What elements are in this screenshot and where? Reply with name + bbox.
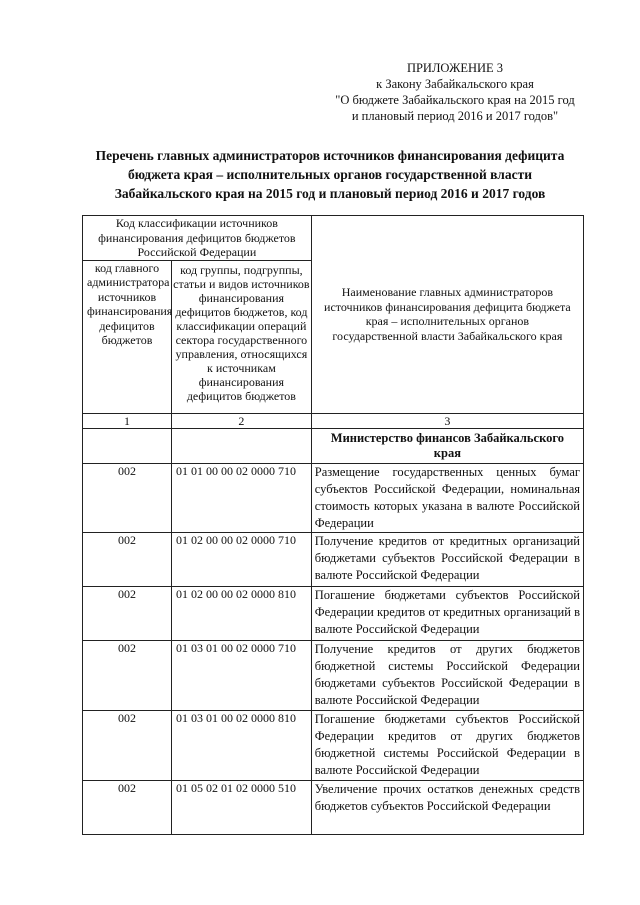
source-name: Погашение бюджетами субъектов Российской Федерации кредитов от других бюджетов бюджетной системы Российской Федерации в валюте Российской Федерации (311, 710, 583, 780)
admin-code: 002 (83, 532, 172, 586)
source-code: 01 01 00 00 02 0000 710 (172, 463, 312, 532)
table-header-row (83, 216, 584, 261)
source-code: 01 02 00 00 02 0000 810 (172, 586, 312, 640)
admin-code: 002 (83, 780, 172, 834)
ministry-row (83, 428, 584, 463)
admin-code: 002 (83, 710, 172, 780)
source-name: Размещение государственных ценных бумаг субъектов Российской Федерации, номинальная стоимость которых указана в валюте Российской Федерации (311, 463, 583, 532)
admin-code-header: код главного администратора источников финансирования дефицитов бюджетов (83, 260, 172, 413)
source-name: Увеличение прочих остатков денежных средств бюджетов субъектов Российской Федерации (311, 780, 583, 834)
source-code: 01 03 01 00 02 0000 810 (172, 710, 312, 780)
group-code-header: код группы, подгруппы, статьи и видов источников финансирования дефицитов бюджетов, код классификации операций сектора государственного управления, относящихся к источникам финансирования дефицитов бюджетов (172, 260, 312, 413)
source-code: 01 02 00 00 02 0000 710 (172, 532, 312, 586)
column-number-row (83, 413, 584, 428)
appendix-law-title-1: "О бюджете Забайкальского края на 2015 год (335, 93, 575, 107)
classification-header: Код классификации источников финансирования дефицитов бюджетов Российской Федерации (83, 216, 312, 261)
table-row (83, 640, 584, 710)
table-row (83, 780, 584, 834)
appendix-number: ПРИЛОЖЕНИЕ 3 (406, 61, 504, 75)
source-code: 01 03 01 00 02 0000 710 (172, 640, 312, 710)
ministry-name: Министерство финансов Забайкальского края (311, 428, 583, 463)
name-header: Наименование главных администраторов источников финансирования дефицита бюджета края – исполнительных органов государственной власти Забайкальского края (311, 216, 583, 414)
column-number: 1 (83, 413, 172, 428)
appendix-law-title-2: и плановый период 2016 и 2017 годов" (351, 109, 559, 123)
title-line-2: бюджета края – исполнительных органов государственной власти (127, 167, 533, 182)
admin-code: 002 (83, 640, 172, 710)
table-row (83, 463, 584, 532)
source-code: 01 05 02 01 02 0000 510 (172, 780, 312, 834)
column-number: 2 (172, 413, 312, 428)
appendix-law-ref: к Закону Забайкальского края (376, 77, 534, 91)
admin-code: 002 (83, 586, 172, 640)
appendix-header (300, 60, 610, 124)
source-name: Получение кредитов от других бюджетов бюджетной системы Российской Федерации бюджетами субъектов Российской Федерации в валюте Российской Федерации (311, 640, 583, 710)
source-name: Погашение бюджетами субъектов Российской Федерации кредитов от кредитных организаций в валюте Российской Федерации (311, 586, 583, 640)
title-line-3: Забайкальского края на 2015 год и плановый период 2016 и 2017 годов (114, 186, 546, 201)
table-row (83, 586, 584, 640)
source-name: Получение кредитов от кредитных организаций бюджетами субъектов Российской Федерации в валюте Российской Федерации (311, 532, 583, 586)
table-row (83, 710, 584, 780)
admin-code: 002 (83, 463, 172, 532)
document-title (60, 146, 600, 203)
column-number: 3 (311, 413, 583, 428)
table-row (83, 532, 584, 586)
title-line-1: Перечень главных администраторов источников финансирования дефицита (95, 148, 565, 163)
administrators-table (82, 215, 584, 835)
